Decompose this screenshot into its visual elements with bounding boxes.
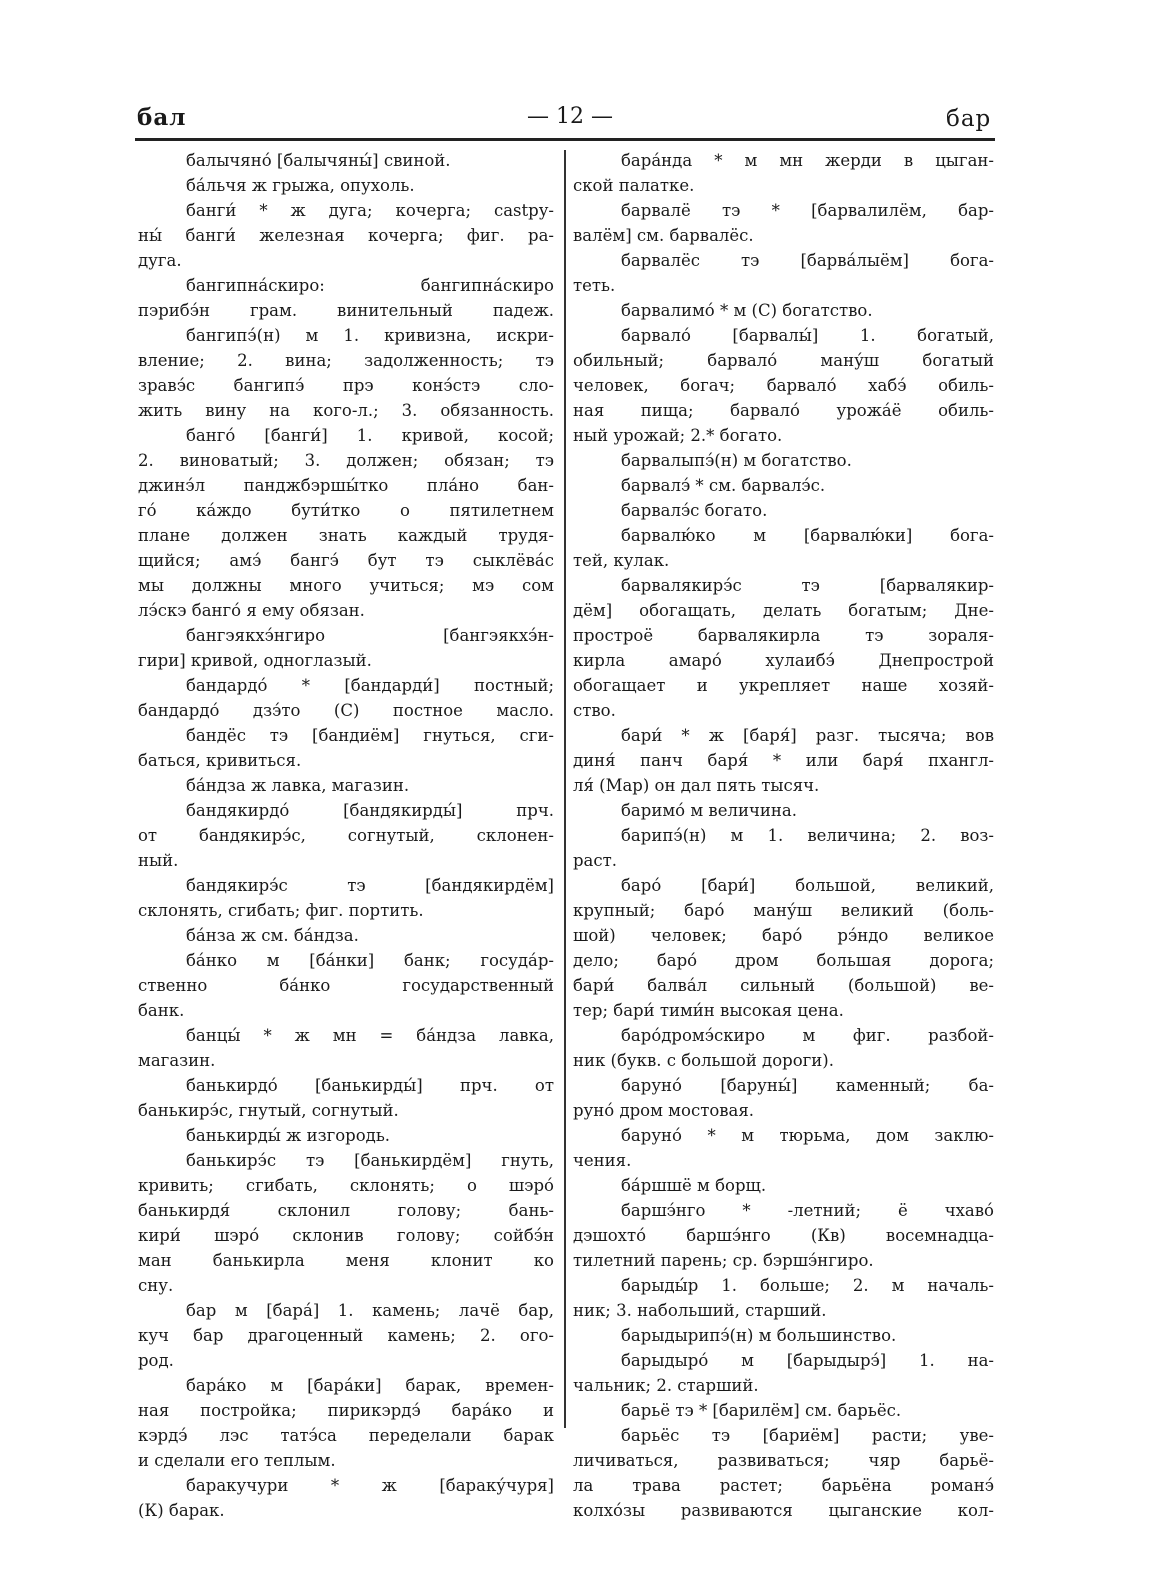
entry-line: барвало́ [барвалы́] 1. богатый, xyxy=(621,326,994,345)
entry-line: бари́ балва́л сильный (большой) ве- xyxy=(573,976,994,995)
entry-line: ственно ба́нко государственный xyxy=(138,976,554,995)
entry-line: барыдыро́ м [барыдырэ́] 1. на- xyxy=(621,1351,994,1370)
entry-line: колхо́зы развиваются цыганские кол- xyxy=(573,1501,994,1520)
entry-line: банькирдя́ склонил голову; бань- xyxy=(138,1201,554,1220)
entry-line: ная постройка; пирикэрдэ́ бара́ко и xyxy=(138,1401,554,1420)
entry-line: барипэ́(н) м 1. величина; 2. воз- xyxy=(621,826,994,845)
entry-line: баршэ́нго * -летний; ё чхаво́ xyxy=(621,1201,994,1220)
entry-line: джинэ́л панджбэршы́тко пла́но бан- xyxy=(138,476,554,495)
entry-line: чения. xyxy=(573,1151,632,1170)
entry-line: барвалэ́ * см. барвалэ́с. xyxy=(621,476,826,495)
column-divider xyxy=(564,150,566,1428)
entry-line: бар м [бара́] 1. камень; лачё бар, xyxy=(186,1301,554,1320)
entry-line: шой) человек; баро́ рэ́ндо великое xyxy=(573,926,994,945)
entry-line: валём] см. барвалёс. xyxy=(573,226,754,245)
entry-line: дэшохто́ баршэ́нго (Кв) восемнадца- xyxy=(573,1226,994,1245)
entry-line: ля́ (Мар) он дал пять тысяч. xyxy=(573,776,820,795)
entry-line: жить вину на кого-л.; 3. обязанность. xyxy=(138,401,554,420)
entry-line: ная пища; барвало́ урожа́ё обиль- xyxy=(573,401,994,420)
entry-line: склонять, сгибать; фиг. портить. xyxy=(138,901,424,920)
entry-line: чальник; 2. старший. xyxy=(573,1376,759,1395)
entry-line: барыды́р 1. больше; 2. м началь- xyxy=(621,1276,994,1295)
entry-line: ник; 3. набольший, старший. xyxy=(573,1301,827,1320)
entry-line: барвалю́ко м [барвалю́ки] бога- xyxy=(621,526,994,545)
entry-line: ла трава растет; барьёна романэ́ xyxy=(573,1476,994,1495)
entry-line: баракучури * ж [бараку́чуря] xyxy=(186,1476,554,1495)
entry-line: ба́льчя ж грыжа, опухоль. xyxy=(186,176,415,195)
entry-line: бандардо́ * [бандарди́] постный; xyxy=(186,676,554,695)
entry-line: зравэ́с бангипэ́ прэ конэ́стэ сло- xyxy=(138,376,554,395)
entry-line: личиваться, развиваться; чяр барьё- xyxy=(573,1451,994,1470)
entry-line: баруно́ [баруны́] каменный; ба- xyxy=(621,1076,994,1095)
header-rule xyxy=(135,138,995,141)
entry-line: бара́нда * м мн жерди в цыган- xyxy=(621,151,994,170)
entry-line: лэ́скэ банго́ я ему обязан. xyxy=(138,601,365,620)
entry-line: барыдырипэ́(н) м большинство. xyxy=(621,1326,897,1345)
entry-line: обогащает и укрепляет наше хозяй- xyxy=(573,676,994,695)
entry-line: теть. xyxy=(573,276,616,295)
entry-line: банк. xyxy=(138,1001,185,1020)
entry-line: руно́ дром мостовая. xyxy=(573,1101,755,1120)
entry-line: бангипэ́(н) м 1. кривизна, искри- xyxy=(186,326,554,345)
entry-line: крупный; баро́ ману́ш великий (боль- xyxy=(573,901,994,920)
entry-line: баро́дромэ́скиро м фиг. разбой- xyxy=(621,1026,994,1045)
entry-line: мы должны много учиться; мэ сом xyxy=(138,576,554,595)
running-head-right: бар xyxy=(946,106,992,132)
entry-line: банькирэ́с, гнутый, согнутый. xyxy=(138,1101,399,1120)
entry-line: простроё барвалякирла тэ зораля- xyxy=(573,626,994,645)
entry-line: балычяно́ [балычяны́] свиной. xyxy=(186,151,451,170)
entry-line: от бандякирэ́с, согнутый, склонен- xyxy=(138,826,554,845)
entry-line: барвалимо́ * м (С) богатство. xyxy=(621,301,873,320)
entry-line: плане должен знать каждый трудя- xyxy=(138,526,554,545)
entry-line: обильный; барвало́ ману́ш богатый xyxy=(573,351,994,370)
entry-line: банги́ * ж дуга; кочерга; сastру- xyxy=(186,201,554,220)
running-head-left: бал xyxy=(137,104,187,131)
entry-line: ный урожай; 2.* богато. xyxy=(573,426,783,445)
entry-line: барьёс тэ [бариём] расти; уве- xyxy=(621,1426,994,1445)
entry-line: бара́ко м [бара́ки] барак, времен- xyxy=(186,1376,554,1395)
entry-line: баруно́ * м тюрьма, дом заклю- xyxy=(621,1126,994,1145)
entry-line: барвалыпэ́(н) м богатство. xyxy=(621,451,852,470)
page-number: — 12 — xyxy=(527,104,613,129)
entry-line: банго́ [банги́] 1. кривой, косой; xyxy=(186,426,554,445)
entry-line: ман банькирла меня клонит ко xyxy=(138,1251,554,1270)
entry-line: 2. виноватый; 3. должен; обязан; тэ xyxy=(138,451,554,470)
entry-line: вление; 2. вина; задолженность; тэ xyxy=(138,351,554,370)
entry-line: бандардо́ дзэ́то (С) постное масло. xyxy=(138,701,554,720)
right-column xyxy=(573,148,994,1523)
entry-line: бангипна́скиро: бангипна́скиро xyxy=(186,276,554,295)
entry-line: бандякирдо́ [бандякирды́] прч. xyxy=(186,801,554,820)
left-column xyxy=(138,148,554,1523)
entry-line: сну. xyxy=(138,1276,174,1295)
entry-line: дело; баро́ дром большая дорога; xyxy=(573,951,994,970)
entry-line: куч бар драгоценный камень; 2. ого- xyxy=(138,1326,554,1345)
entry-line: ба́нза ж см. ба́ндза. xyxy=(186,926,359,945)
entry-line: кирла амаро́ хулаибэ́ Днепрострой xyxy=(573,651,994,670)
entry-line: ба́ршшё м борщ. xyxy=(621,1176,767,1195)
entry-line: тилетний парень; ср. бэршэ́нгиро. xyxy=(573,1251,874,1270)
entry-line: тей, кулак. xyxy=(573,551,670,570)
entry-line: (К) барак. xyxy=(138,1501,225,1520)
entry-line: ской палатке. xyxy=(573,176,695,195)
entry-line: бангэякхэ́нгиро [бангэякхэ́н- xyxy=(186,626,554,645)
entry-line: род. xyxy=(138,1351,174,1370)
entry-line: банькирды́ ж изгородь. xyxy=(186,1126,391,1145)
entry-line: ный. xyxy=(138,851,179,870)
entry-line: барвалякирэ́с тэ [барвалякир- xyxy=(621,576,994,595)
entry-line: ба́нко м [ба́нки] банк; госуда́р- xyxy=(186,951,554,970)
entry-line: пэрибэ́н грам. винительный падеж. xyxy=(138,301,554,320)
entry-line: дём] обогащать, делать богатым; Дне- xyxy=(573,601,994,620)
entry-line: баро́ [бари́] большой, великий, xyxy=(621,876,994,895)
entry-line: ны́ банги́ железная кочерга; фиг. ра- xyxy=(138,226,554,245)
entry-line: гири] кривой, одноглазый. xyxy=(138,651,372,670)
entry-line: ство. xyxy=(573,701,616,720)
entry-line: барвалё тэ * [барвалилём, бар- xyxy=(621,201,994,220)
entry-line: барвалёс тэ [барва́лыём] бога- xyxy=(621,251,994,270)
entry-line: кэрдэ́ лэс татэ́са переделали барак xyxy=(138,1426,554,1445)
entry-line: барвалэ́с богато. xyxy=(621,501,768,520)
entry-line: бандякирэ́с тэ [бандякирдём] xyxy=(186,876,554,895)
entry-line: кривить; сгибать, склонять; о шэро́ xyxy=(138,1176,554,1195)
entry-line: бари́ * ж [баря́] разг. тысяча; вов xyxy=(621,726,994,745)
entry-line: щийся; амэ́ бангэ́ бут тэ сыклёва́с xyxy=(138,551,554,570)
entry-line: дуга. xyxy=(138,251,182,270)
entry-line: барьё тэ * [барилём] см. барьёс. xyxy=(621,1401,902,1420)
entry-line: бандёс тэ [бандиём] гнуться, сги- xyxy=(186,726,554,745)
entry-line: магазин. xyxy=(138,1051,216,1070)
entry-line: и сделали его теплым. xyxy=(138,1451,336,1470)
entry-line: банцы́ * ж мн = ба́ндза лавка, xyxy=(186,1026,554,1045)
entry-line: баться, кривиться. xyxy=(138,751,302,770)
entry-line: го́ ка́ждо бути́тко о пятилетнем xyxy=(138,501,554,520)
entry-line: ба́ндза ж лавка, магазин. xyxy=(186,776,410,795)
entry-line: раст. xyxy=(573,851,618,870)
entry-line: человек, богач; барвало́ хабэ́ обиль- xyxy=(573,376,994,395)
entry-line: баримо́ м величина. xyxy=(621,801,797,820)
entry-line: диня́ панч баря́ * или баря́ пхангл- xyxy=(573,751,994,770)
entry-line: банькирдо́ [банькирды́] прч. от xyxy=(186,1076,554,1095)
entry-line: банькирэ́с тэ [банькирдём] гнуть, xyxy=(186,1151,554,1170)
entry-line: тер; бари́ тими́н высокая цена. xyxy=(573,1001,844,1020)
entry-line: кири́ шэро́ склонив голову; сойбэ́н xyxy=(138,1226,554,1245)
entry-line: ник (букв. с большой дороги). xyxy=(573,1051,834,1070)
